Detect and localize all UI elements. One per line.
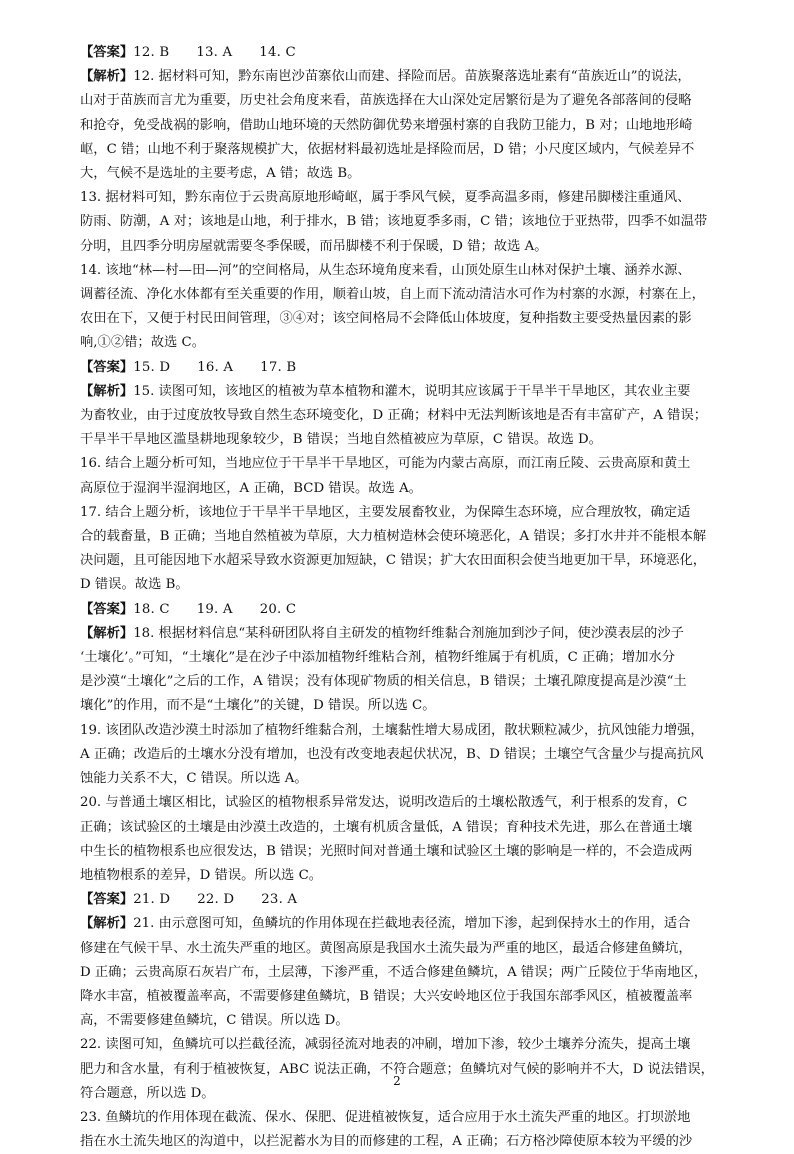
analysis-tag: 【解析】 [80,625,134,641]
answer-tag: 【答案】 [80,601,134,617]
analysis-line [80,404,716,428]
line-text: 农田在下，又便于村民田间管理，③④对；该空间格局不会降低山体坡度，复种指数主要受热量因素的影 [80,311,692,327]
line-text: ‘土壤化’。”可知，“土壤化”是在沙子中添加植物纤维粘合剂，植物纤维属于有机质，C 正确；增加水分 [80,650,676,666]
answer-line [80,598,716,622]
analysis-tag: 【解析】 [80,916,134,932]
answer-line [80,888,716,912]
line-text: 高原位于湿润半湿润地区，A 正确，BCD 错误。故选 A。 [80,480,422,496]
explanation-line [80,186,716,210]
analysis-line [80,912,716,936]
analysis-line [80,114,716,138]
analysis-line [80,646,716,670]
explanation-line [80,283,716,307]
explanation-line [80,259,716,283]
line-text: 响,①②错；故选 C。 [80,335,206,351]
line-text: 山对于苗族而言尤为重要，历史社会角度来看，苗族选择在大山深处定居繁衍是为了避免各部落间的侵略 [80,93,692,109]
line-text: 14. 该地“林—村—田—河”的空间格局，从生态环境角度来看，山顶处原生山林对保护土壤、涵养水源、 [80,262,691,278]
line-text: 蚀能力关系不大，C 错误。所以选 A。 [80,771,308,787]
explanation-line [80,549,716,573]
answer-line [80,356,716,380]
explanation-line [80,767,716,791]
analysis-line [80,622,716,646]
analysis-line [80,961,716,985]
explanation-line [80,235,716,259]
answer-line [80,41,716,65]
line-text: A 正确；改造后的土壤水分没有增加，也没有改变地表起伏状况，B、D 错误；土壤空气含量少与提高抗风 [80,746,704,762]
line-text: 为畜牧业，由于过度放牧导致自然生态环境变化，D 正确；材料中无法判断该地是否有丰富矿产，A 错误； [80,408,708,424]
analysis-line [80,670,716,694]
line-text: 和抢夺，免受战祸的影响，借助山地环境的天然防御优势来增强村寨的自我防卫能力，B 对；山地地形崎 [80,117,693,133]
analysis-tag: 【解析】 [80,69,134,85]
answer-values: 18. C 19. A 20. C [133,601,297,617]
explanation-line [80,307,716,331]
explanation-line [80,1033,716,1057]
explanation-line [80,816,716,840]
line-text: D 正确；云贵高原石灰岩广布，土层薄，下渗严重，不适合修建鱼鳞坑，A 错误；两广丘陵位于华南地区， [80,964,708,980]
line-text: 降水丰富，植被覆盖率高，不需要修建鱼鳞坑，B 错误；大兴安岭地区位于我国东部季风区，植被覆盖率 [80,988,693,1004]
line-text: 大，气候不是选址的主要考虑，A 错；故选 B。 [80,166,361,182]
explanation-line [80,452,716,476]
line-text: 地植物根系的差异，D 错误。所以选 C。 [80,867,323,883]
explanation-line [80,791,716,815]
explanation-line [80,719,716,743]
line-text: 19. 该团队改造沙漠土时添加了植物纤维黏合剂，土壤黏性增大易成团，散状颗粒减少，抗风蚀能力增强， [80,722,704,738]
line-text: 壤化”的作用，而不是“土壤化”的关键，D 错误。所以选 C。 [80,698,436,714]
explanation-line [80,1106,716,1130]
answer-tag: 【答案】 [80,892,134,908]
line-text: 23. 鱼鳞坑的作用体现在截流、保水、保肥、促进植被恢复，适合应用于水土流失严重的地区。打坝淤地 [80,1109,691,1125]
line-text: 16. 结合上题分析可知，当地应位于干旱半干旱地区，可能为内蒙古高原，而江南丘陵、云贵高原和黄土 [80,456,691,472]
line-text: 决问题，且可能因地下水超采导致水资源更加短缺，C 错误；扩大农田面积会使当地更加干旱，环境恶化， [80,553,707,569]
explanation-line [80,840,716,864]
analysis-line [80,138,716,162]
line-text: 正确；该试验区的土壤是由沙漠土改造的，土壤有机质含量低，A 错误；育种技术先进，那么在普通土壤 [80,819,693,835]
line-text: 指在水土流失地区的沟道中，以拦泥蓄水为目的而修建的工程，A 正确；石方格沙障使原本较为平缓的沙 [80,1134,693,1150]
line-text: 修建在气候干旱、水土流失严重的地区。黄图高原是我国水土流失最为严重的地区，最适合修建鱼鳞坑， [80,940,692,956]
line-text: 18. 根据材料信息“某科研团队将自主研发的植物纤维黏合剂施加到沙子间，使沙漠表层的沙子 [133,625,684,641]
analysis-line [80,937,716,961]
line-text: 防雨、防潮，A 对；该地是山地，利于排水，B 错；该地夏季多雨，C 错；该地位于亚热带，四季不如温带 [80,214,708,230]
line-text: 12. 据材料可知，黔东南岜沙苗寨依山而建、择险而居。苗族聚落选址素有“苗族近山”的说法， [133,69,691,85]
line-text: 17. 结合上题分析，该地位于干旱半干旱地区，主要发展畜牧业，为保障生态环境，应合理放牧，确定适 [80,504,691,520]
answer-tag: 【答案】 [80,359,134,375]
line-text: 岖，C 错；山地不利于聚落规模扩大，依据材料最初选址是择险而居，D 错；小尺度区域内，气候差异不 [80,141,695,157]
analysis-line [80,89,716,113]
explanation-line [80,864,716,888]
answer-tag: 【答案】 [80,45,134,60]
analysis-line [80,694,716,718]
document-body [80,41,716,1154]
explanation-line [80,331,716,355]
explanation-line [80,501,716,525]
explanation-line [80,525,716,549]
line-text: 中生长的植物根系也应很发达，B 错误；光照时间对普通土壤和试验区土壤的影响是一样的，不会造成两 [80,843,693,859]
line-text: 是沙漠“土壤化”之后的工作，A 错误；没有体现矿物质的相关信息，B 错误；土壤孔隙度提高是沙漠“土 [80,674,687,690]
answer-values: 21. D 22. D 23. A [133,892,298,908]
analysis-line [80,985,716,1009]
analysis-tag: 【解析】 [80,383,134,399]
analysis-line [80,380,716,404]
line-text: D 错误。故选 B。 [80,577,189,593]
line-text: 分明，且四季分明房屋就需要冬季保暖，而吊脚楼不利于保暖，D 错；故选 A。 [80,238,548,254]
analysis-line [80,65,716,89]
analysis-line [80,1009,716,1033]
analysis-line [80,162,716,186]
explanation-line [80,743,716,767]
line-text: 22. 读图可知，鱼鳞坑可以拦截径流，减弱径流对地表的冲刷，增加下渗，较少土壤养分流失，提高土壤 [80,1037,691,1053]
answer-values: 12. B 13. A 14. C [133,45,296,60]
line-text: 15. 读图可知，该地区的植被为草本植物和灌木，说明其应该属于干旱半干旱地区，其农业主要 [133,383,691,399]
page-number: 2 [393,1074,401,1088]
answer-values: 15. D 16. A 17. B [133,359,297,375]
explanation-line [80,210,716,234]
line-text: 调蓄径流、净化水体都有至关重要的作用，顺着山坡，自上而下流动清洁水可作为村寨的水源，村寨在上， [80,287,705,303]
explanation-line [80,573,716,597]
analysis-line [80,428,716,452]
explanation-line [80,477,716,501]
line-text: 高，不需要修建鱼鳞坑，C 错误。所以选 D。 [80,1013,349,1029]
line-text: 干旱半干旱地区滥垦耕地现象较少，B 错误；当地自然植被应为草原，C 错误。故选 D。 [80,432,602,448]
line-text: 13. 据材料可知，黔东南位于云贵高原地形崎岖，属于季风气候，夏季高温多雨，修建吊脚楼注重通风、 [80,190,691,206]
explanation-line [80,1130,716,1154]
line-text: 20. 与普通土壤区相比，试验区的植物根系异常发达，说明改造后的土壤松散透气，利于根系的发育，C [80,795,688,811]
line-text: 21. 由示意图可知，鱼鳞坑的作用体现在拦截地表径流，增加下渗，起到保持水土的作用，适合 [133,916,691,932]
line-text: 合的载畜量，B 正确；当地自然植被为草原，大力植树造林会使环境恶化，A 错误；多打水井并不能根本解 [80,529,707,545]
line-text: 符合题意，所以选 D。 [80,1085,215,1101]
line-text: 肥力和含水量，有利于植被恢复，ABC 说法正确，不符合题意；鱼鳞坑对气候的影响并不大，D 说法错误， [80,1061,714,1077]
